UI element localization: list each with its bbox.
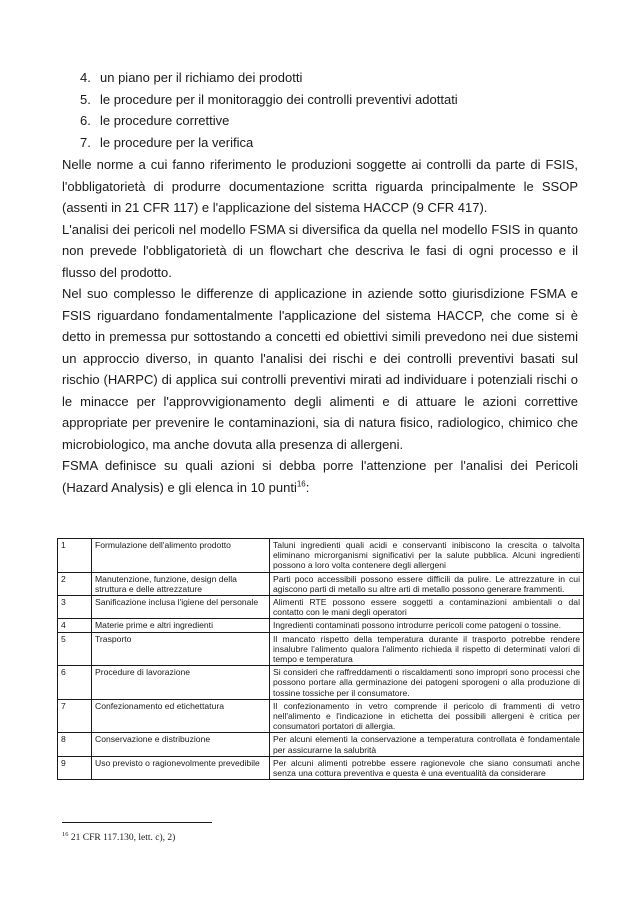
- row-number: 3: [58, 596, 92, 619]
- list-item-number: 6.: [80, 113, 91, 128]
- numbered-list: [80, 67, 458, 153]
- row-number: 2: [58, 572, 92, 595]
- row-number: 8: [58, 733, 92, 756]
- table-row: [58, 733, 584, 756]
- hazard-factor: Sanificazione inclusa l'igiene del personale: [92, 596, 270, 619]
- hazard-factor: Trasporto: [92, 632, 270, 666]
- hazard-description: Il mancato rispetto della temperatura durante il trasporto potrebbe rendere insalubre l'alimento qualora l'alimento richieda il rispetto di determinati valori di tempo e temperatura: [270, 632, 584, 666]
- list-item: [80, 67, 458, 89]
- list-item-number: 4.: [80, 70, 91, 85]
- table-row: [58, 572, 584, 595]
- footnote: [62, 830, 176, 843]
- paragraph-text: FSMA definisce su quali azioni si debba porre l'attenzione per l'analisi dei Pericoli (Hazard Analysis) e gli elenca in 10 punti: [62, 458, 578, 495]
- list-item-text: le procedure per la verifica: [100, 134, 254, 150]
- hazard-description: Per alcuni elementi la conservazione a temperatura controllata è fondamentale per assicurarne la salubrità: [270, 733, 584, 756]
- paragraph: Nelle norme a cui fanno riferimento le produzioni soggette ai controlli da parte di FSIS, l'obbligatorietà di produrre documentazione scritta riguarda principalmente le SSOP (assenti in 21 CFR 117) e l'applicazione del sistema HACCP (9 CFR 417).: [62, 157, 578, 215]
- row-number: 9: [58, 756, 92, 779]
- footnote-number: 16: [62, 830, 69, 838]
- hazard-factor: Procedure di lavorazione: [92, 666, 270, 700]
- row-number: 5: [58, 632, 92, 666]
- table-row: [58, 666, 584, 700]
- list-item: [80, 110, 458, 132]
- list-item-number: 5.: [80, 91, 91, 107]
- paragraph-end: :: [305, 479, 310, 495]
- list-item-text: un piano per il richiamo dei prodotti: [100, 70, 303, 85]
- list-item-text: le procedure per il monitoraggio dei controlli preventivi adottati: [100, 91, 458, 107]
- footnote-ref[interactable]: 16: [296, 479, 306, 489]
- row-number: 6: [58, 666, 92, 700]
- hazard-factor: Materie prime e altri ingredienti: [92, 619, 270, 632]
- row-number: 7: [58, 699, 92, 733]
- hazard-table: [57, 538, 584, 780]
- footnote-divider: [62, 822, 212, 823]
- list-item-text: le procedure correttive: [100, 113, 230, 128]
- paragraph: [62, 455, 578, 498]
- list-item: [80, 132, 458, 154]
- hazard-factor: Uso previsto o ragionevolmente prevedibile: [92, 756, 270, 779]
- body-text: [62, 154, 578, 498]
- hazard-factor: Manutenzione, funzione, design della struttura e delle attrezzature: [92, 572, 270, 595]
- hazard-description: Il confezionamento in vetro comprende il pericolo di frammenti di vetro nell'alimento e l'indicazione in etichetta dei possibili allergeni è critica per consumatori portatori di allergia.: [270, 699, 584, 733]
- row-number: 1: [58, 539, 92, 573]
- footnote-text: 21 CFR 117.130, lett. c), 2): [70, 833, 176, 843]
- hazard-description: Taluni ingredienti quali acidi e conservanti inibiscono la crescita o talvolta eliminano microrganismi significativi per la salute pubblica. Alcuni ingredienti possono a loro volta contenere degli allergeni: [270, 539, 584, 573]
- hazard-description: Per alcuni alimenti potrebbe essere ragionevole che siano consumati anche senza una cottura preventiva e questa è una eventualità da considerare: [270, 756, 584, 779]
- table-row: [58, 699, 584, 733]
- list-item: [80, 89, 458, 111]
- hazard-factor: Conservazione e distribuzione: [92, 733, 270, 756]
- table-row: [58, 632, 584, 666]
- hazard-description: Alimenti RTE possono essere soggetti a contaminazioni ambientali o dal contatto con le mani degli operatori: [270, 596, 584, 619]
- hazard-factor: Formulazione dell'alimento prodotto: [92, 539, 270, 573]
- table-row: [58, 756, 584, 779]
- hazard-factor: Confezionamento ed etichettatura: [92, 699, 270, 733]
- hazard-description: Ingredienti contaminati possono introdurre pericoli come patogeni o tossine.: [270, 619, 584, 632]
- hazard-description: Si consideri che raffreddamenti o riscaldamenti sono impropri sono processi che possono portare alla germinazione dei patogeni sporogeni o alla produzione di tossine tossiche per il consumatore.: [270, 666, 584, 700]
- hazard-description: Parti poco accessibili possono essere difficili da pulire. Le attrezzature in cui agiscono parti di metallo su altre arti di metallo possono generare frammenti.: [270, 572, 584, 595]
- table-row: [58, 539, 584, 573]
- table-row: [58, 619, 584, 632]
- paragraph: Nel suo complesso le differenze di applicazione in aziende sotto giurisdizione FSMA e FSIS riguardano fondamentalmente l'applicazione del sistema HACCP, che come si è detto in premessa pur sottostando a concetti ed obiettivi simili prevedono nei due sistemi un approccio diverso, in quanto l'analisi dei rischi e dei controlli preventivi basati sul rischio (HARPC) di applica sui controlli preventivi mirati ad individuare i potenziali rischi o le minacce per l'approvvigionamento degli alimenti e di attuare le azioni correttive appropriate per prevenire le contaminazioni, sia di natura fisico, radiologico, chimico che microbiologico, ma anche dovuta alla presenza di allergeni.: [62, 286, 578, 452]
- table-row: [58, 596, 584, 619]
- row-number: 4: [58, 619, 92, 632]
- paragraph: L'analisi dei pericoli nel modello FSMA si diversifica da quella nel modello FSIS in quanto non prevede l'obbligatorietà di un flowchart che descriva le fasi di ogni processo e il flusso del prodotto.: [62, 221, 578, 280]
- list-item-number: 7.: [80, 134, 91, 150]
